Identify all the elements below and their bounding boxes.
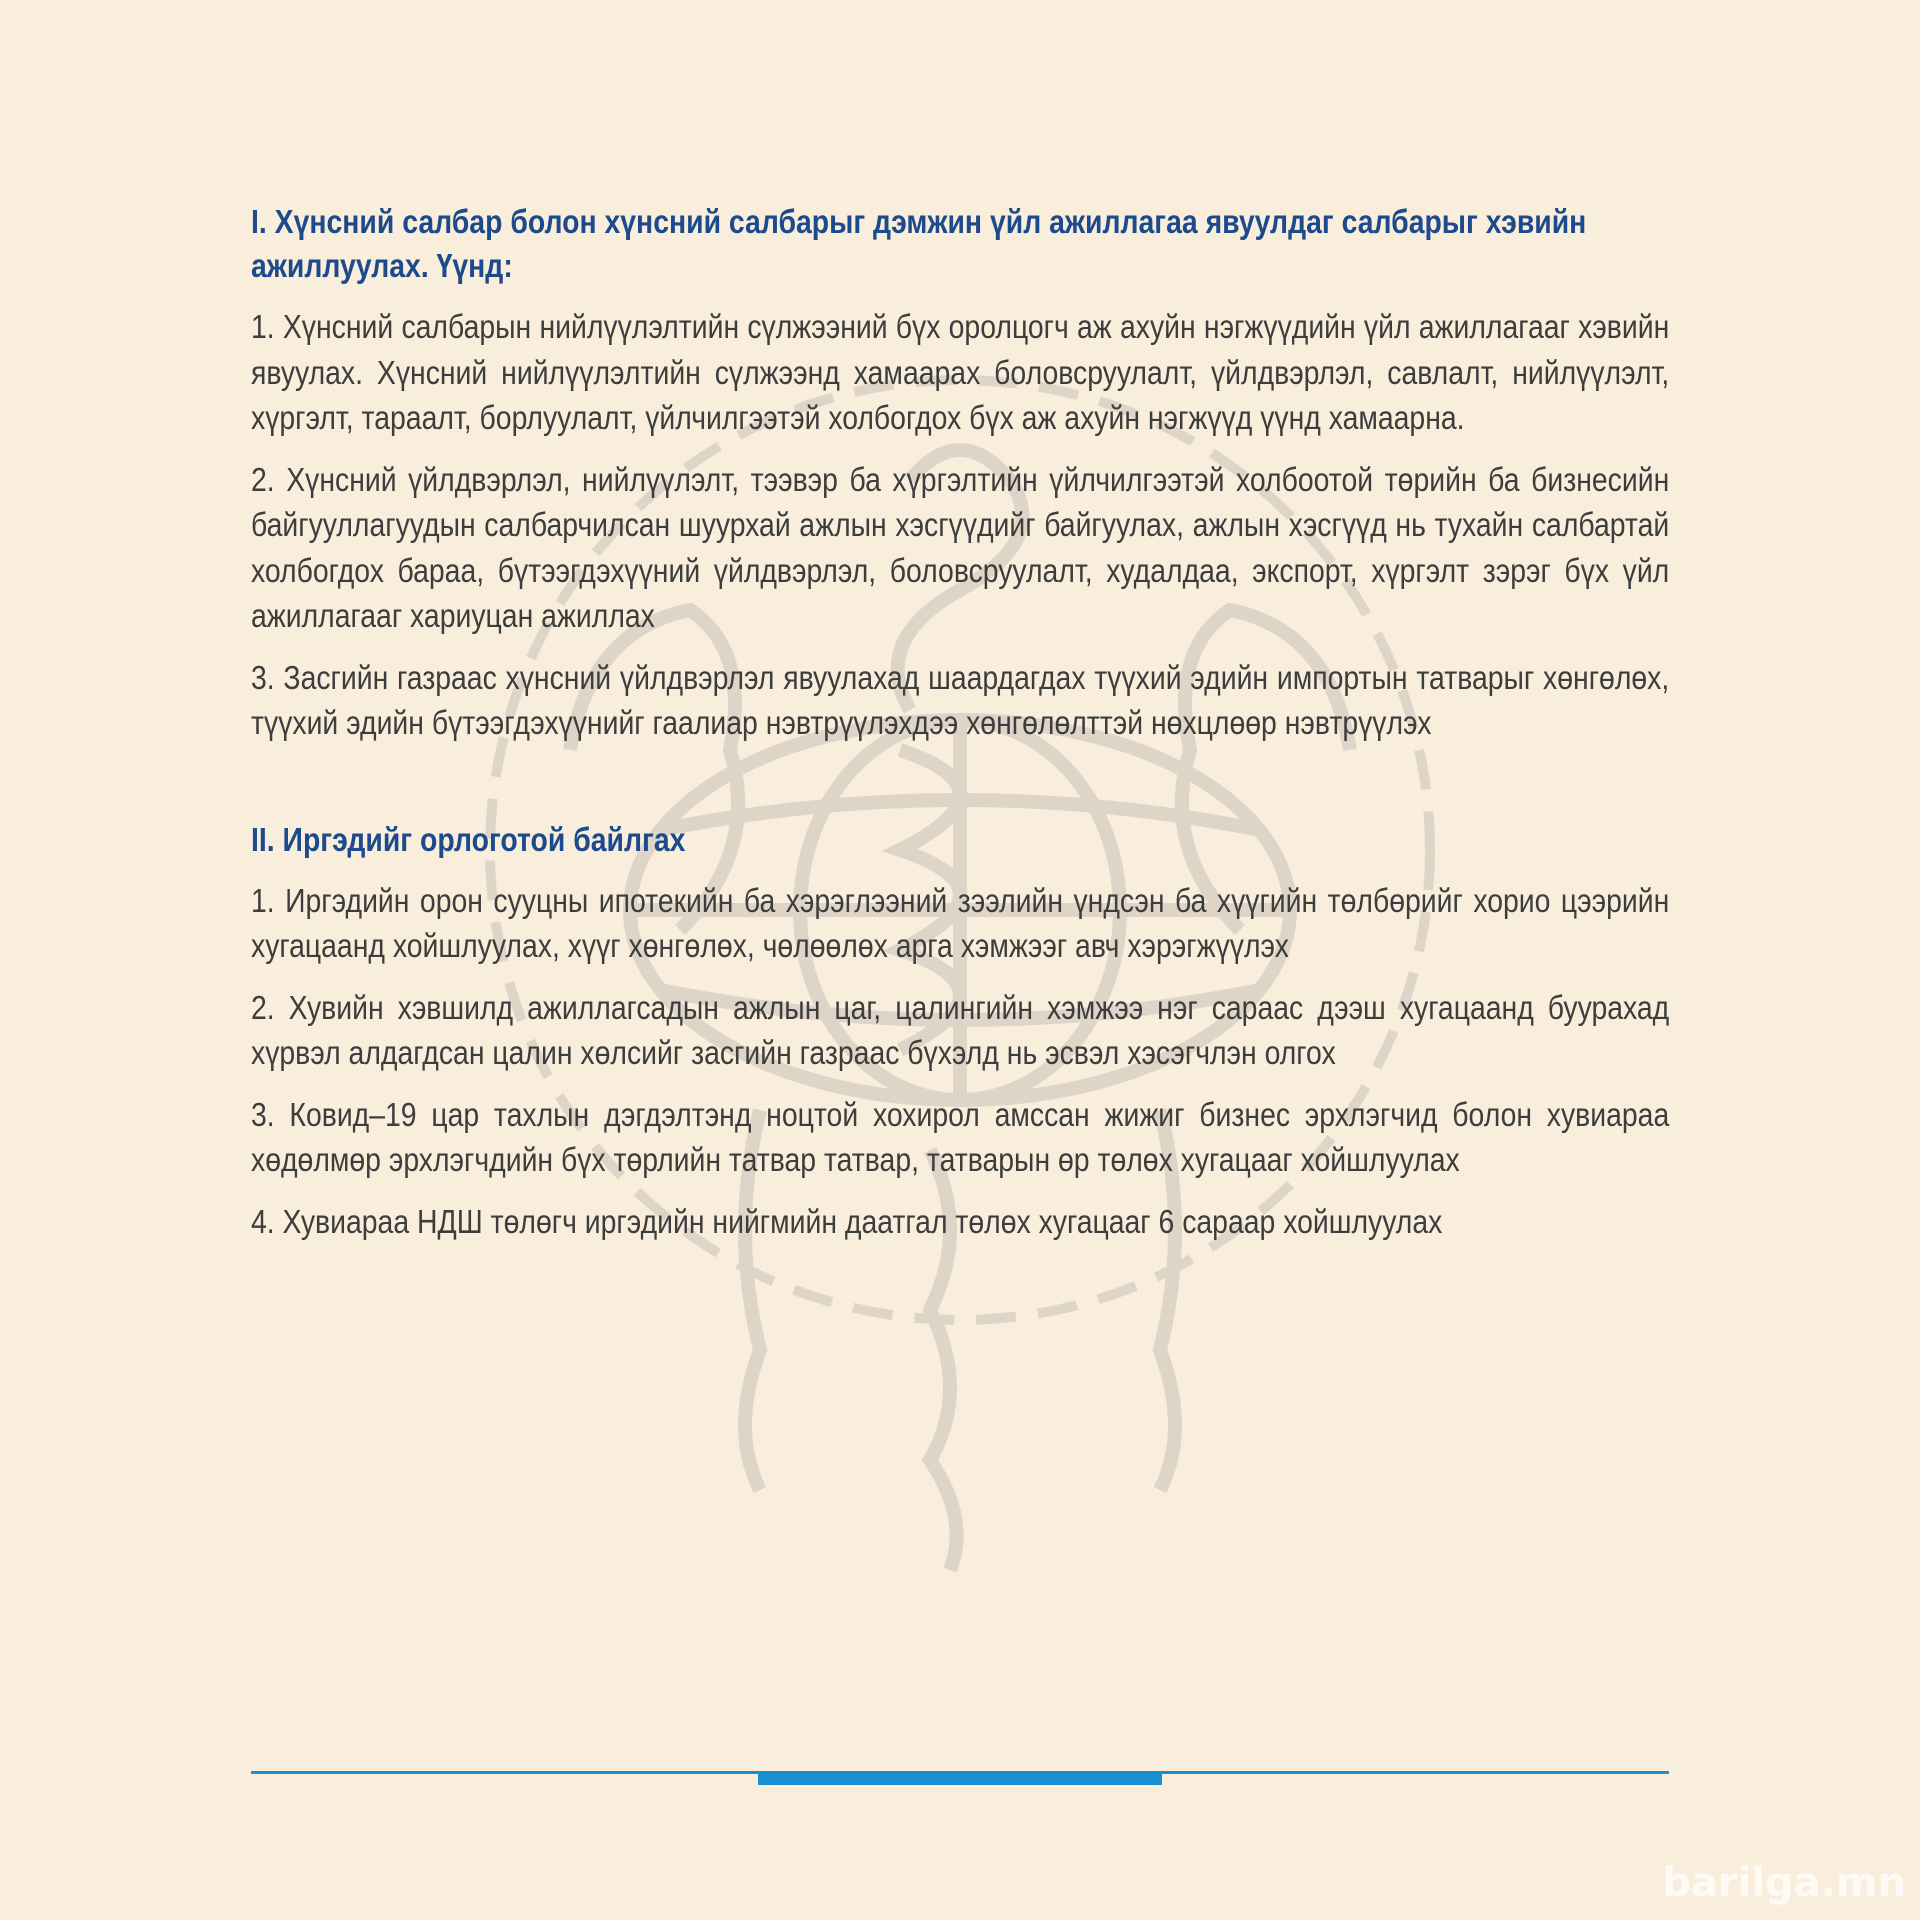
list-item: 4. Хувиараа НДШ төлөгч иргэдийн нийгмийн даатгал төлөх хугацааг 6 сараар хойшлуулах [251, 1202, 1443, 1240]
section-heading: I. Хүнсний салбар болон хүнсний салбарыг дэмжин үйл ажиллагаа явуулдаг салбарыг хэвийн ажиллуулах. Үүнд: [251, 203, 1587, 284]
section-food-sector [251, 200, 1669, 746]
document-body [251, 200, 1669, 1260]
list-item: 3. Ковид–19 цар тахлын дэгдэлтэнд ноцтой хохирол амссан жижиг бизнес эрхлэгчид болон хувиараа хөдөлмөр эрхлэгчдийн бүх төрлийн татвар татвар, татварын өр төлөх хугацааг хойшлуулах [251, 1095, 1670, 1178]
section-heading: II. Иргэдийг орлоготой байлгах [251, 820, 686, 858]
list-item: 1. Хүнсний салбарын нийлүүлэлтийн сүлжээний бүх оролцогч аж ахуйн нэгжүүдийн үйл ажиллагааг хэвийн явуулах. Хүнсний нийлүүлэлтийн сүлжээнд хамаарах боловсруулалт, үйлдвэрлэл, савлалт, нийлүүлэлт, хүргэлт, тараалт, борлуулалт, үйлчилгээтэй холбогдох бүх аж ахуйн нэгжүүд үүнд хамаарна. [251, 308, 1670, 436]
section-citizen-income [251, 818, 1669, 1245]
footer-accent-bar [758, 1773, 1162, 1785]
list-item: 2. Хувийн хэвшилд ажиллагсадын ажлын цаг, цалингийн хэмжээ нэг сараас дээш хугацаанд буурахад хүрвэл алдагдсан цалин хөлсийг засгийн газраас бүхэлд нь эсвэл хэсэгчлэн олгох [251, 988, 1670, 1071]
list-item: 1. Иргэдийн орон сууцны ипотекийн ба хэрэглээний зээлийн үндсэн ба хүүгийн төлбөрийг хорио цээрийн хугацаанд хойшлуулах, хүүг хөнгөлөх, чөлөөлөх арга хэмжээг авч хэрэгжүүлэх [251, 881, 1670, 964]
brand-watermark: barilga.mn [1662, 1860, 1906, 1906]
list-item: 2. Хүнсний үйлдвэрлэл, нийлүүлэлт, тээвэр ба хүргэлтийн үйлчилгээтэй холбоотой төрийн ба бизнесийн байгууллагуудын салбарчилсан шуурхай ажлын хэсгүүдийг байгуулах, ажлын хэсгүүд нь тухайн салбартай холбогдох бараа, бүтээгдэхүүний үйлдвэрлэл, боловсруулалт, худалдаа, экспорт, хүргэлт зэрэг бүх үйл ажиллагааг хариуцан ажиллах [251, 460, 1670, 634]
list-item: 3. Засгийн газраас хүнсний үйлдвэрлэл явуулахад шаардагдах түүхий эдийн импортын татварыг хөнгөлөх, түүхий эдийн бүтээгдэхүүнийг гаалиар нэвтрүүлэхдээ хөнгөлөлттэй нөхцлөөр нэвтрүүлэх [251, 658, 1670, 741]
